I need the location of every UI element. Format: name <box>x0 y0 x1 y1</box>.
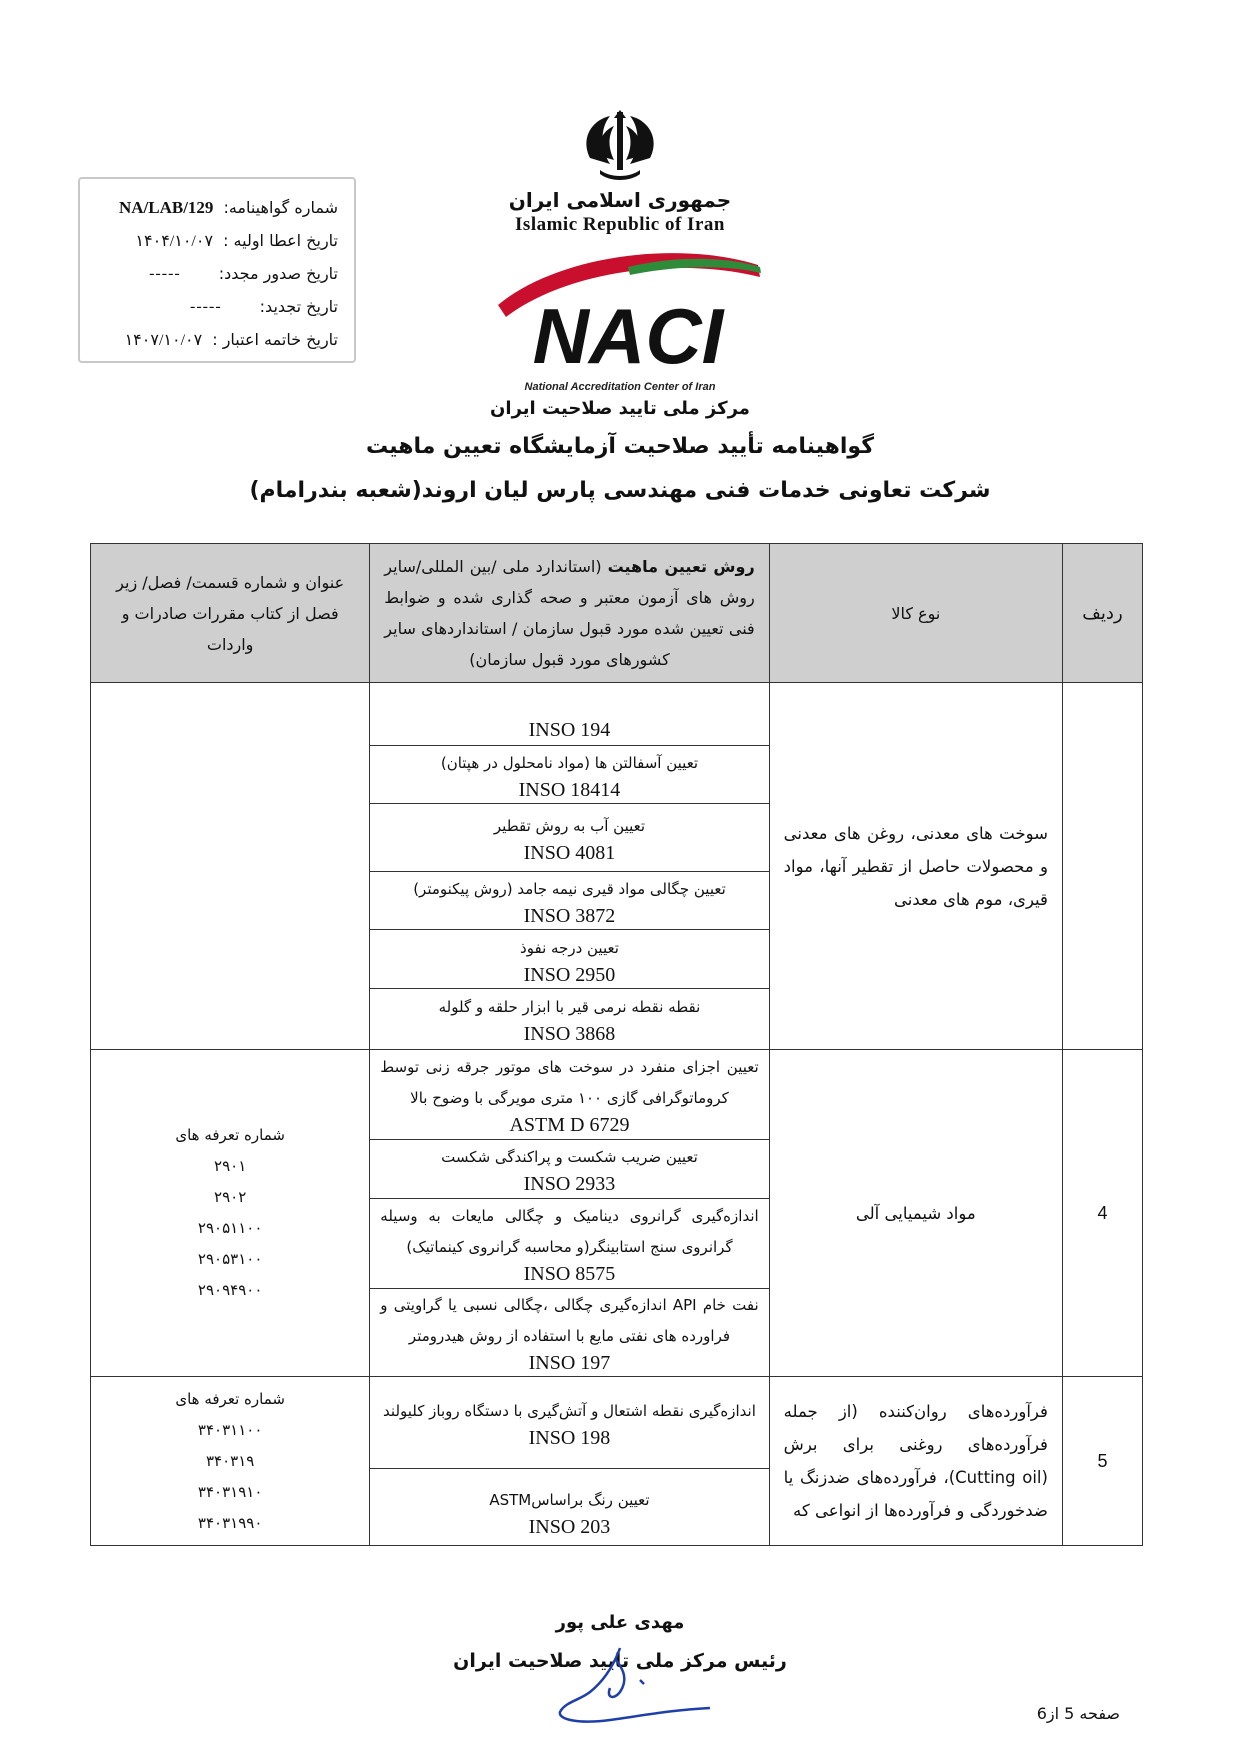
tariff-code: ۲۹۰۱ <box>214 1157 247 1175</box>
certificate-title: گواهینامه تأیید صلاحیت آزمایشگاه تعیین ماهیت <box>365 434 875 459</box>
tariff-code: ۳۴۰۳۱۹۱۰ <box>197 1482 263 1501</box>
method-list <box>370 1050 768 1376</box>
method-code: INSO 2950 <box>523 963 616 986</box>
naci-logo-text: NACI <box>532 292 724 380</box>
cert-number-row <box>96 191 338 224</box>
method-cell <box>370 1050 769 1377</box>
reissue-date-value: ----- <box>149 264 181 282</box>
method-item <box>370 1198 768 1288</box>
row-number-cell <box>1062 683 1142 1050</box>
method-desc: تعیین آسفالتن ها (مواد نامحلول در هپتان) <box>440 754 699 772</box>
method-item <box>370 989 768 1049</box>
header-method-bold: روش تعیین ماهیت <box>607 557 755 576</box>
iran-emblem-icon <box>570 108 670 188</box>
tariff-code: ۲۹۰۲ <box>214 1188 247 1206</box>
expiry-date-row <box>96 323 338 356</box>
method-item <box>370 930 768 989</box>
header-goods-type: نوع کالا <box>769 544 1062 683</box>
tariff-code: ۳۴۰۳۱۹ <box>205 1451 255 1470</box>
table-row <box>91 683 1143 1050</box>
naci-english-name: National Accreditation Center of Iran <box>524 381 716 393</box>
issue-date-row <box>96 224 338 257</box>
tariff-label: شماره تعرفه های <box>175 1126 285 1144</box>
header-tariff: عنوان و شماره قسمت/ فصل/ زیر فصل از کتاب مقررات صادرات و واردات <box>91 544 370 683</box>
method-code: INSO 3868 <box>523 1023 616 1046</box>
tariff-code: ۲۹۰۹۴۹۰۰ <box>197 1281 263 1299</box>
expiry-date-value: ۱۴۰۷/۱۰/۰۷ <box>124 331 203 349</box>
reissue-date-row <box>96 257 338 290</box>
tariff-code: ۲۹۰۵۱۱۰۰ <box>197 1219 263 1237</box>
goods-cell: فرآورده‌های روان‌کننده (از جمله فرآورده‌های روغنی برای برش (Cutting oil)، فرآورده‌های ضدزنگ یا ضدخوردگی و فرآورده‌ها از انواعی که <box>769 1377 1062 1546</box>
goods-cell: سوخت های معدنی، روغن های معدنی و محصولات حاصل از تقطیر آنها، مواد قیری، موم های معدنی <box>769 683 1062 1050</box>
method-item <box>370 804 768 872</box>
row-number-cell: 5 <box>1062 1377 1142 1546</box>
method-desc: تعیین چگالی مواد قیری نیمه جامد (روش پیکنومتر) <box>413 880 726 898</box>
tariff-label: شماره تعرفه های <box>175 1389 285 1408</box>
method-item <box>370 1139 768 1198</box>
method-code: INSO 8575 <box>523 1263 616 1285</box>
tariff-code: ۳۴۰۳۱۹۹۰ <box>197 1513 263 1532</box>
method-list <box>370 1378 768 1545</box>
row-number-cell: 4 <box>1062 1050 1142 1377</box>
accreditation-table <box>90 543 1143 1546</box>
method-desc: اندازه‌گیری گرانروی دینامیک و چگالی مایعات به وسیله گرانروی سنج استابینگر(و محاسبه گرانروی کینماتیک) <box>380 1207 759 1256</box>
tariff-code: ۳۴۰۳۱۱۰۰ <box>197 1420 263 1439</box>
issue-date-value: ۱۴۰۴/۱۰/۰۷ <box>135 232 214 250</box>
signer-title: رئیس مرکز ملی تایید صلاحیت ایران <box>453 1650 787 1672</box>
method-code: INSO 18414 <box>518 779 621 801</box>
table-row <box>91 1050 1143 1377</box>
method-code: INSO 203 <box>528 1516 611 1539</box>
renewal-date-label: تاریخ تجدید: <box>259 297 338 316</box>
naci-persian-name: مرکز ملی تایید صلاحیت ایران <box>490 398 750 419</box>
signer-name: مهدی علی پور <box>555 1612 685 1633</box>
method-item <box>370 872 768 930</box>
naci-logo <box>478 245 778 380</box>
header-method <box>370 544 769 683</box>
expiry-date-label: تاریخ خاتمه اعتبار : <box>212 330 338 349</box>
tariff-cell <box>91 683 370 1050</box>
table-row <box>91 1377 1143 1546</box>
method-desc: تعیین رنگ براساسASTM <box>489 1491 650 1510</box>
method-desc <box>559 694 579 712</box>
header-row-number: ردیف <box>1062 544 1142 683</box>
handwritten-signature <box>520 1640 740 1730</box>
company-title: شرکت تعاونی خدمات فنی مهندسی پارس لیان اروند(شعبه بندرامام) <box>249 478 991 503</box>
method-item <box>370 1288 768 1376</box>
method-code: ASTM D 6729 <box>509 1114 630 1137</box>
method-desc: تعیین اجزای منفرد در سوخت های موتور جرقه زنی توسط کروماتوگرافی گازی ۱۰۰ متری مویرگی با وضوح بالا <box>380 1058 759 1108</box>
method-desc: اندازه‌گیری نقطه اشتعال و آتش‌گیری با دستگاه روباز کلیولند <box>383 1402 756 1421</box>
header-method-detail: (استاندارد ملی /بین المللی/سایر روش های آزمون معتبر و صحه گذاری شده و ضوابط فنی تعیین شده مورد قبول سازمان / استانداردهای سایر کشورهای مورد قبول سازمان) <box>384 557 755 669</box>
page-number: صفحه 5 از6 <box>1036 1704 1120 1723</box>
certificate-info-box <box>78 177 356 363</box>
method-desc: تعیین آب به روش تقطیر <box>493 817 646 835</box>
method-desc: تعیین درجه نفوذ <box>520 938 619 957</box>
tariff-cell <box>91 1377 370 1546</box>
method-item <box>370 684 768 746</box>
goods-cell: مواد شیمیایی آلی <box>769 1050 1062 1377</box>
method-desc: نقطه نقطه نرمی قیر با ابزار حلقه و گلوله <box>438 998 701 1017</box>
tariff-code: ۲۹۰۵۳۱۰۰ <box>197 1250 263 1268</box>
issue-date-label: تاریخ اعطا اولیه : <box>223 231 338 250</box>
method-cell <box>370 1377 769 1546</box>
renewal-date-row <box>96 290 338 323</box>
method-code: INSO 197 <box>528 1352 611 1375</box>
method-desc: تعیین ضریب شکست و پراکندگی شکست <box>441 1148 698 1166</box>
method-code: INSO 2933 <box>523 1173 616 1195</box>
method-code: INSO 3872 <box>523 905 616 927</box>
government-name-persian: جمهوری اسلامی ایران <box>508 188 732 212</box>
method-code: INSO 198 <box>528 1427 611 1450</box>
method-list <box>370 684 768 1049</box>
cert-number-label: شماره گواهینامه: <box>223 198 338 217</box>
tariff-cell <box>91 1050 370 1377</box>
method-code: INSO 4081 <box>523 842 616 864</box>
method-item <box>370 1050 768 1139</box>
table-header-row <box>91 544 1143 683</box>
method-cell <box>370 683 769 1050</box>
method-item <box>370 746 768 804</box>
renewal-date-value: ----- <box>190 297 222 315</box>
government-name-english: Islamic Republic of Iran <box>515 214 725 235</box>
method-desc: نفت خام API اندازه‌گیری چگالی ،چگالی نسبی یا گراویتی و فراورده های نفتی مایع با استفاده از روش هیدرومتر <box>380 1296 759 1346</box>
cert-number-value: NA/LAB/129 <box>118 197 214 217</box>
method-item <box>370 1469 768 1545</box>
method-item <box>370 1378 768 1469</box>
reissue-date-label: تاریخ صدور مجدد: <box>218 264 338 283</box>
method-code: INSO 194 <box>528 718 611 741</box>
